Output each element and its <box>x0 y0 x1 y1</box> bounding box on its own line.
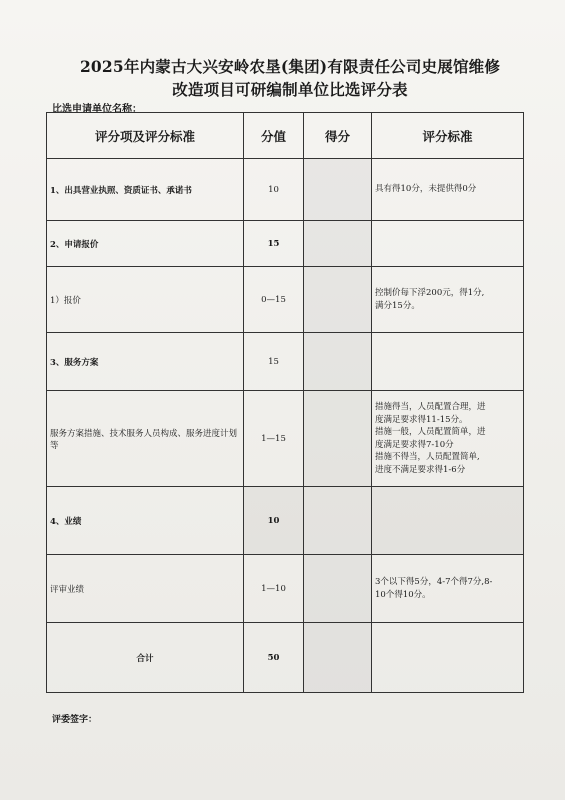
table-row <box>47 391 524 487</box>
header-value: 分值 <box>244 113 304 159</box>
row-criteria: 措施得当，人员配置合理，进 度满足要求得11-15分。 措施一般，人员配置简单，进 度满足要求得7-10分 措施不得当，人员配置简单, 进度不满足要求得1-6分 <box>372 391 524 487</box>
document-title-line1: 2025年内蒙古大兴安岭农垦(集团)有限责任公司史展馆维修 <box>79 57 501 76</box>
row-value: 15 <box>244 333 304 391</box>
row-criteria: 控制价每下浮200元，得1分, 满分15分。 <box>372 267 524 333</box>
row-value: 10 <box>244 159 304 221</box>
applicant-name-label: 比选申请单位名称： <box>52 104 142 115</box>
table-total-row <box>47 623 524 693</box>
table-row <box>47 487 524 555</box>
row-value: 0—15 <box>244 267 304 333</box>
row-value: 1—10 <box>244 555 304 623</box>
table-row <box>47 333 524 391</box>
table-row <box>47 555 524 623</box>
header-criteria: 评分标准 <box>372 113 524 159</box>
row-item: 2、申请报价 <box>47 221 244 267</box>
row-item: 评审业绩 <box>47 555 244 623</box>
table-row <box>47 159 524 221</box>
table-row <box>47 221 524 267</box>
row-value: 1—15 <box>244 391 304 487</box>
row-item: 3、服务方案 <box>47 333 244 391</box>
row-criteria <box>372 487 524 555</box>
row-score[interactable] <box>304 487 372 555</box>
row-score[interactable] <box>304 267 372 333</box>
total-label: 合计 <box>47 623 244 693</box>
row-criteria <box>372 333 524 391</box>
row-item: 4、业绩 <box>47 487 244 555</box>
row-criteria <box>372 221 524 267</box>
table-header-row <box>47 113 524 159</box>
row-value: 15 <box>244 221 304 267</box>
row-score[interactable] <box>304 159 372 221</box>
row-score[interactable] <box>304 391 372 487</box>
row-criteria: 3个以下得5分，4-7个得7分,8- 10个得10分。 <box>372 555 524 623</box>
header-item: 评分项及评分标准 <box>47 113 244 159</box>
row-value: 10 <box>244 487 304 555</box>
judge-signature-label: 评委签字： <box>52 715 98 725</box>
row-score[interactable] <box>304 333 372 391</box>
document-title-line2: 改造项目可研编制单位比选评分表 <box>172 80 408 99</box>
row-score[interactable] <box>304 555 372 623</box>
row-item: 服务方案措施、技术服务人员构成、服务进度计划等 <box>47 391 244 487</box>
row-criteria: 具有得10分，未提供得0分 <box>372 159 524 221</box>
row-item: 1、出具营业执照、资质证书、承诺书 <box>47 159 244 221</box>
row-item: 1）报价 <box>47 267 244 333</box>
scoring-table <box>46 112 524 693</box>
row-score[interactable] <box>304 221 372 267</box>
header-score: 得分 <box>304 113 372 159</box>
total-value: 50 <box>244 623 304 693</box>
total-criteria <box>372 623 524 693</box>
table-row <box>47 267 524 333</box>
total-score[interactable] <box>304 623 372 693</box>
